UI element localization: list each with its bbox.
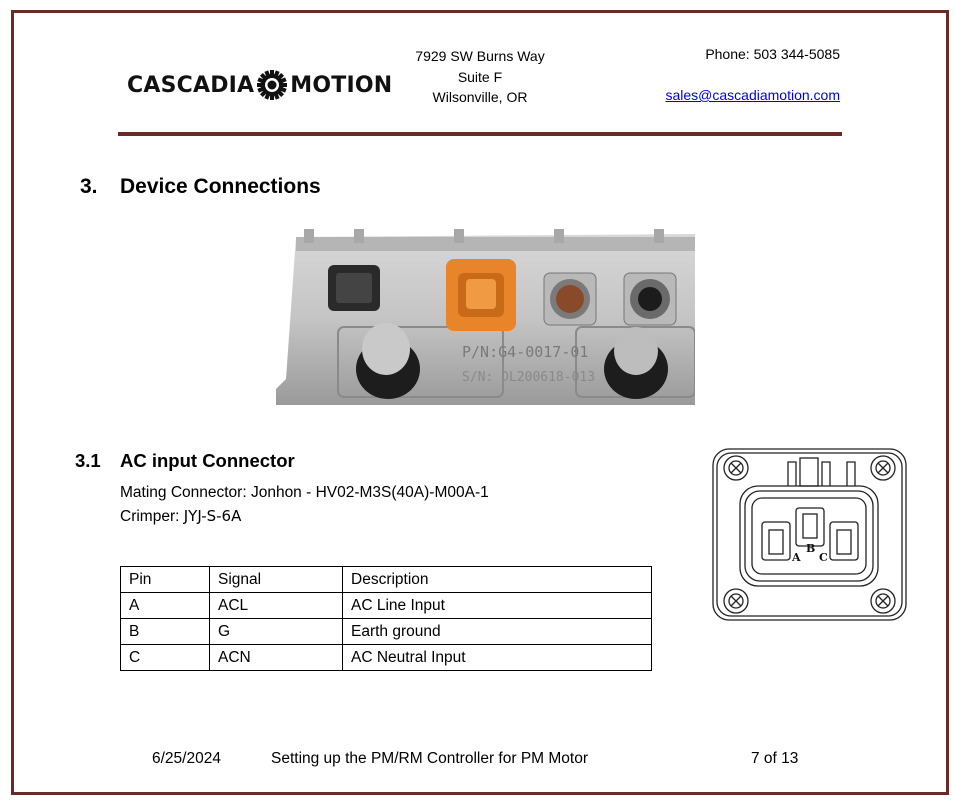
logo-text-left: CASCADIA — [127, 72, 255, 98]
connector-diagram — [712, 448, 907, 621]
company-address — [400, 46, 560, 108]
section-heading — [80, 175, 321, 199]
table-row — [121, 645, 652, 671]
controller-photo — [276, 229, 695, 405]
diagram-label-a: A — [792, 551, 801, 564]
diagram-label-b: B — [806, 542, 816, 555]
table-cell: A — [121, 593, 210, 619]
table-cell: AC Neutral Input — [343, 645, 652, 671]
footer-date: 6/25/2024 — [152, 750, 221, 767]
table-cell: ACN — [210, 645, 343, 671]
table-cell: C — [121, 645, 210, 671]
photo-part-number: P/N:G4-0017-01 — [462, 343, 589, 361]
table-header-description: Description — [343, 567, 652, 593]
crimper-text — [120, 507, 241, 526]
diagram-label-c: C — [819, 551, 828, 564]
address-line-3: Wilsonville, OR — [432, 89, 528, 105]
crimper-label: Crimper: — [120, 508, 184, 525]
table-header-signal: Signal — [210, 567, 343, 593]
table-cell: AC Line Input — [343, 593, 652, 619]
email-link[interactable]: sales@cascadiamotion.com — [665, 87, 840, 103]
section-title: Device Connections — [120, 175, 321, 198]
subsection-number: 3.1 — [75, 450, 101, 471]
footer-title: Setting up the PM/RM Controller for PM Motor — [271, 750, 589, 767]
table-cell: Earth ground — [343, 619, 652, 645]
header-rule — [118, 132, 842, 136]
pin-table — [120, 566, 652, 671]
subsection-heading — [75, 450, 295, 472]
mating-connector-text: Mating Connector: Jonhon - HV02-M3S(40A)-M00A-1 — [120, 484, 489, 501]
table-row — [121, 593, 652, 619]
section-number: 3. — [80, 175, 98, 198]
subsection-title: AC input Connector — [120, 450, 295, 471]
table-cell: B — [121, 619, 210, 645]
address-line-1: 7929 SW Burns Way — [415, 48, 545, 64]
photo-serial-number: S/N: DL200618-013 — [462, 370, 596, 385]
table-cell: G — [210, 619, 343, 645]
footer-page-number: 7 of 13 — [751, 750, 799, 767]
table-header-row — [121, 567, 652, 593]
crimper-value: JYJ-S-6A — [183, 507, 242, 525]
company-logo — [127, 67, 392, 103]
table-row — [121, 619, 652, 645]
table-header-pin: Pin — [121, 567, 210, 593]
logo-text-right: MOTION — [290, 72, 393, 98]
company-phone: Phone: 503 344-5085 — [705, 46, 840, 62]
table-cell: ACL — [210, 593, 343, 619]
gear-icon — [257, 70, 287, 100]
address-line-2: Suite F — [457, 68, 503, 85]
